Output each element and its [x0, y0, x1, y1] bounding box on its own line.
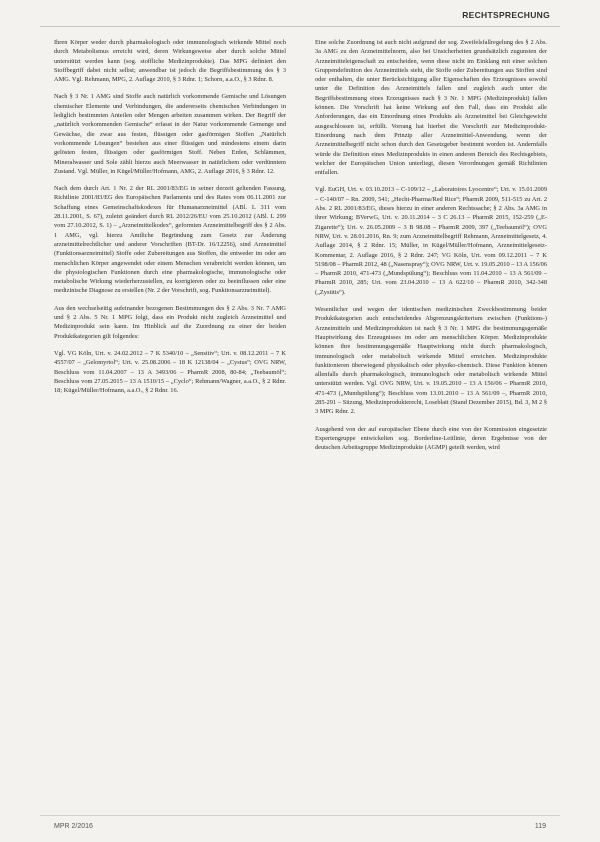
header-divider — [40, 26, 560, 27]
right-column — [315, 38, 547, 460]
paragraph: Wesentlicher und wegen der identischen medizinischen Zweckbestimmung beider Produktkategorien auch entscheidendes Abgrenzungskriterium zwischen (Funktions-) Arzneimitteln und Medizinprodukten ist nach § 3 Nr. 1 MPG die bestimmungsgemäße Hauptwirkung des Erzeugnisses im oder am menschlichen Körper. Medizinprodukte können ihre bestimmungsgemäße Hauptwirkung nicht durch pharmakologisch, immunologisch oder metabolisch wirkende Mittel erreichen. Medizinprodukte funktionieren überwiegend physikalisch oder physiko-chemisch. Diese Funktion können allenfalls durch pharmakologisch, immunologisch oder metabolisch wirkende Mittel unterstützt werden. Vgl. OVG NRW, Urt. v. 19.05.2010 – 13 A 156/06 – PharmR 2010, 471-473 („Mundspülung“); Beschluss vom 13.01.2010 – 13 A 561/09 –, PharmR 2010, 285-291 – Sitzung, Medizinprodukterecht, Loseblatt (Stand Dezember 2015), Bd. 3, M 2 § 3 MPG Rdnr. 2. — [315, 306, 547, 416]
footer-divider — [40, 815, 560, 816]
paragraph: Nach dem durch Art. 1 Nr. 2 der RL 2001/83/EG in seiner derzeit geltenden Fassung, Richtlinie 2001/83/EG des Europäischen Parlaments und des Rates vom 06.11.2001 zur Schaffung eines Gemeinschaftskodexes für Humanarzneimittel (ABl. L 311 vom 28.11.2001, S. 67), zuletzt geändert durch RL 2012/26/EU vom 25.10.2012 (ABl. L 299 vom 27.10.2012, S. 1) – „Arzneimittelkodex“, geformten Arzneimittelbegriff des § 2 Abs. 1 AMG, vgl. hierzu Amtliche Begründung zum Gesetz zur Änderung arzneimittelrechtlicher und anderer Vorschriften (BT-Dr. 16/12256), sind Arzneimittel (Funktionsarzneimittel) Stoffe oder Zubereitungen aus Stoffen, die entweder im oder am menschlichen Körper angewendet oder einem Menschen verabreicht werden können, um die physiologischen Funktionen durch eine pharmakologische, immunologische oder metabolische Wirkung wiederherzustellen, zu korrigieren oder zu beeinflussen oder eine medizinische Diagnose zu erstellen (Nr. 2 der Vorschrift, sog. Funktionsarzneimittel). — [54, 185, 286, 295]
section-title: RECHTSPRECHUNG — [462, 10, 550, 20]
paragraph: Ausgehend von der auf europäischer Ebene durch eine von der Kommission eingesetzte Expertengruppe entwickelten sog. Borderline-Leitlinie, deren Ergebnisse von der deutschen Arbeitsgruppe Medizinprodukte (AGMP) geteilt werden, wird — [315, 425, 547, 452]
page-number: 119 — [534, 823, 546, 830]
left-column — [54, 38, 286, 403]
paragraph: Eine solche Zuordnung ist auch nicht aufgrund der sog. Zweifelsfallregelung des § 2 Abs. 3a AMG zu den Arzneimittelnorm, also bei Unsicherheiten grundsätzlich zugunsten der Arzneimitteleigenschaft zu entscheiden, wenn diese nicht im Einklang mit einer solchen Gruppendefinition des Arzneimittels steht, die Stoffe oder Zubereitungen aus Stoffen sind oder enthalten, die unter Berücksichtigung aller Eigenschaften des Erzeugnisses sowohl unter die Definition des Arzneimittels fallen und zugleich auch unter die Begriffsbestimmung eines Erzeugnisses nach § 3 Nr. 1 MPG (Medizinprodukt) fallen können. Die Vorschrift hat keine Wirkung auf den Fall, dass ein Produkt alle Anforderungen, das ein Einordnung eines Produkts als Arzneimittel bei Gleichgewicht ausgeschlossen ist, erfüllt. Vorrang hat hierbei die Vorschrift zur Medizinprodukt-Einordnung nach dem Prinzip aller Arzneimittel-Anwendung, wenn der Arzneimittelbegriff nicht schon durch den Gesetzgeber bestimmt worden ist. Andernfalls würde die Definition eines Medizinprodukts in einen anderen Bereich des Rechtsgebiets, welcher der Europäischen Union unterliegt, diesen Verordnungen gemäß Richtlinien entfallen. — [315, 39, 547, 177]
paragraph: Aus den wechselseitig aufeinander bezogenen Bestimmungen des § 2 Abs. 3 Nr. 7 AMG und § 2 Abs. 5 Nr. 1 MPG folgt, dass ein Produkt nicht zugleich Arzneimittel und Medizinprodukt sein kann. Im Hinblick auf die Zuordnung zu einer der beiden Produktkategorien gilt folgendes: — [54, 304, 286, 340]
citation-paragraph: Vgl. VG Köln, Urt. v. 24.02.2012 – 7 K 5340/10 – „Sensitiv“; Urt. v. 08.12.2011 – 7 K 4557/07 – „Gelomyrtol“; Urt. v. 25.08.2006 – 18 K 12138/04 – „Cystus“; OVG NRW, Beschluss vom 11.04.2007 – 13 A 3493/06 – PharmR 2008, 80-84; „Teebaumöl“; Beschluss vom 27.05.2015 – 13 A 1510/15 – „Cyclo“; Rehmann/Wagner, a.a.O., § 2 Rdnr. 18; Kügel/Müller/Hofmann, a.a.O., § 2 Rdnr. 16. — [54, 349, 286, 395]
paragraph: Ihren Körper weder durch pharmakologisch oder immunologisch wirkende Mittel noch durch Metabolismus erreicht wird, deren Wirkungsweise aber durch solche Mittel unterstützt werden kann (sog. stoffliche Medizinprodukte). Das MPG definiert den Stoffbegriff dabei nicht selbst; anwendbar ist jedoch die Begriffsbestimmung des § 3 AMG. Vgl. Rehmann, MPG, 2. Auflage 2010, § 3 Rdnr. 1; Schorn, a.a.O., § 3 Rdnr. 8. — [54, 39, 286, 84]
journal-issue: MPR 2/2016 — [54, 823, 93, 830]
citation-paragraph: Vgl. EuGH, Urt. v. 03.10.2013 – C-109/12 – „Laboratoires Lyocentre“; Urt. v. 15.01.2009 – C-140/07 – Rn. 2009, 541; „Hecht-Pharma/Red Rice“; PharmR 2009, 511-515 zu Art. 2 Abs. 2 RL 2001/83/EG, dieses hierzu in einer anderen Rechtssache; § 2 Abs. 3a AMG in ihrer Wirkung; BVerwG, Urt. v. 20.11.2014 – 3 C 26.13 – PharmR 2015, 152-259 („E-Zigarette“); Urt. v. 26.05.2009 – 3 B 98.08 – PharmR 2009, 397 („Teebaumöl“); OVG NRW, Urt. v. 28.01.2016, Rn. 9; zum Arzneimittelbegriff Rehmann, Arzneimittelgesetz, 4. Auflage 2014, § 2 Rdnr. 15; Müller, in Kügel/Müller/Hofmann, Arzneimittelgesetz-Kommentar, 2. Auflage 2016, § 2 Rdnr. 247; VG Köln, Urt. vom 09.12.2011 – 7 K 5198/08 – PharmR 2012, 48 („Nasenspray“); OVG NRW, Urt. v. 19.05.2010 – 13 A 156/06 – PharmR 2010, 471-473 („Mundspülung“); Beschluss vom 11.04.2010 – 13 A 561/09 – PharmR 2010, 285; Urt. vom 23.04.2010 – 13 A 622/10 – PharmR 2010, 342-348 („Zystitis“). — [315, 186, 547, 296]
paragraph: Nach § 3 Nr. 1 AMG sind Stoffe auch natürlich vorkommende Gemische und Lösungen chemischer Elemente und Verbindungen, die andererseits chemischen Verbindungen in lediglich bestimmten Anteilen oder Mengen arbeiten zusammen wirken. Der Begriff der „natürlich vorkommenden Gemische“ erfasst in der Natur vorkommende Gemenge und Gewächse, die zwar aus festen, flüssigen oder gasförmigen Stoffen „Natürlich vorkommende Lösungen“ bestehen aus einer flüssigen und mindestens einem darin gelösten festen, flüssigen oder gasförmigen Stoff. Neben Erden, Schlämmen, Mineralwasser und Sole zählt hierzu auch Meerwasser in natürlichem oder verdünntem Zustand. Vgl. Müller, in Kügel/Müller/Hofmann, AMG, 2. Auflage 2016, § 3 Rdnr. 12. — [54, 93, 286, 175]
